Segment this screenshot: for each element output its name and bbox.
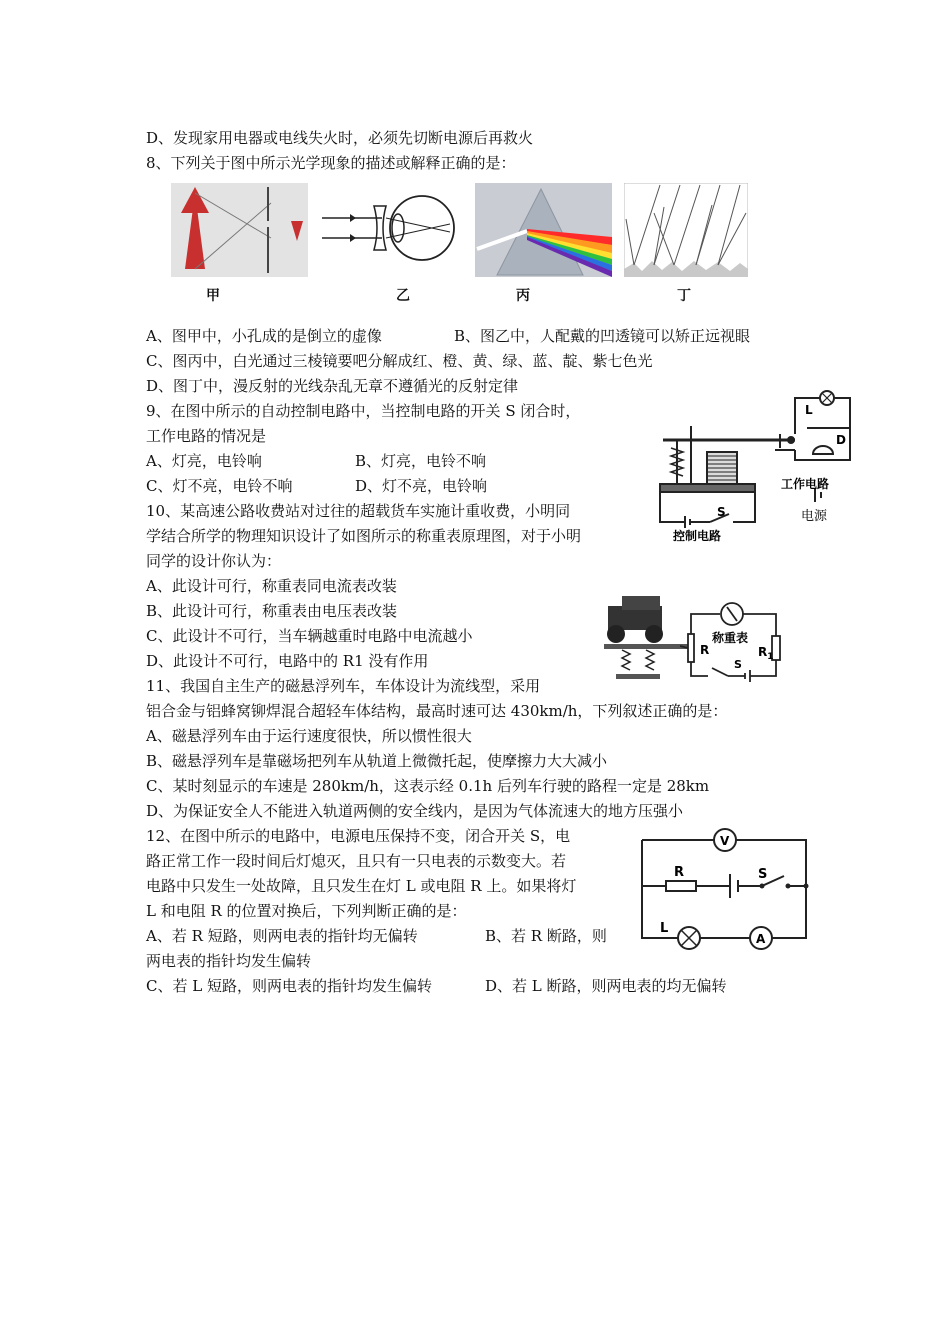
q8-stem: 8、下列关于图中所示光学现象的描述或解释正确的是： xyxy=(146,154,516,172)
fault-label-s: S xyxy=(758,867,768,882)
q9-option-c: C、灯不亮，电铃不响 xyxy=(146,477,293,495)
diffuse-reflection-figure xyxy=(624,183,748,277)
q9-option-a: A、灯亮，电铃响 xyxy=(146,452,262,470)
q10-option-d: D、此设计不可行，电路中的 R1 没有作用 xyxy=(146,652,429,670)
caption-ding: 丁 xyxy=(677,288,691,304)
prism-figure xyxy=(475,183,612,277)
relay-label-work: 工作电路 xyxy=(781,477,830,491)
q10-option-b: B、此设计可行，称重表由电压表改装 xyxy=(146,602,398,620)
q11-option-d: D、为保证安全人不能进入轨道两侧的安全线内，是因为气体流速大的地方压强小 xyxy=(146,802,684,820)
fault-label-v: V xyxy=(720,834,730,848)
q12-stem-line2: 路正常工作一段时间后灯熄灭，且只有一只电表的示数变大。若 xyxy=(146,852,567,870)
q12-option-b: B、若 R 断路，则 xyxy=(485,927,607,945)
weighing-label-r1: R xyxy=(758,645,768,659)
fault-label-a: A xyxy=(756,932,766,946)
q11-option-a: A、磁悬浮列车由于运行速度很快，所以惯性很大 xyxy=(146,727,472,745)
q10-option-c: C、此设计不可行，当车辆越重时电路中电流越小 xyxy=(146,627,473,645)
q8-option-c: C、图丙中，白光通过三棱镜要吧分解成红、橙、黄、绿、蓝、靛、紫七色光 xyxy=(146,352,653,370)
weighing-label-s: S xyxy=(734,658,742,671)
q11-option-c: C、某时刻显示的车速是 280km/h，这表示经 0.1h 后列车行驶的路程一定是 28km xyxy=(146,777,710,795)
weighing-label-r: R xyxy=(700,643,710,657)
q8-option-b: B、图乙中，人配戴的凹透镜可以矫正远视眼 xyxy=(454,327,751,345)
q11-option-b: B、磁悬浮列车是靠磁场把列车从轨道上微微托起，使摩擦力大大减小 xyxy=(146,752,608,770)
weighing-circuit-figure xyxy=(600,592,790,682)
caption-jia: 甲 xyxy=(206,288,220,304)
q12-option-b-cont: 两电表的指针均发生偏转 xyxy=(146,952,312,970)
q12-stem-line1: 12、在图中所示的电路中，电源电压保持不变，闭合开关 S，电 xyxy=(146,827,571,845)
q12-option-d: D、若 L 断路，则两电表的均无偏转 xyxy=(485,977,727,995)
q10-stem-line2: 学结合所学的物理知识设计了如图所示的称重表原理图，对于小明 xyxy=(146,527,582,545)
fault-label-r: R xyxy=(674,865,685,880)
q7-option-d: D、发现家用电器或电线失火时，必须先切断电源后再救火 xyxy=(146,129,534,147)
relay-label-power: 电源 xyxy=(801,509,828,524)
caption-bing: 丙 xyxy=(516,288,530,304)
q10-stem-line3: 同学的设计你认为： xyxy=(146,552,282,570)
pinhole-figure xyxy=(171,183,308,277)
q9-stem-line1: 9、在图中所示的自动控制电路中，当控制电路的开关 S 闭合时， xyxy=(146,402,581,420)
q12-option-c: C、若 L 短路，则两电表的指针均发生偏转 xyxy=(146,977,432,995)
relay-label-l: L xyxy=(805,403,813,417)
q8-option-a: A、图甲中，小孔成的是倒立的虚像 xyxy=(146,327,382,345)
relay-label-d: D xyxy=(836,433,846,447)
q10-option-a: A、此设计可行，称重表同电流表改装 xyxy=(146,577,397,595)
q9-option-b: B、灯亮，电铃不响 xyxy=(355,452,487,470)
q8-option-d: D、图丁中，漫反射的光线杂乱无章不遵循光的反射定律 xyxy=(146,377,519,395)
relay-label-control: 控制电路 xyxy=(673,529,722,543)
relay-label-s: S xyxy=(717,505,726,519)
weighing-label-r1-sub: 1 xyxy=(767,652,774,662)
q12-option-a: A、若 R 短路，则两电表的指针均无偏转 xyxy=(146,927,418,945)
q9-option-d: D、灯不亮，电铃响 xyxy=(355,477,488,495)
q9-stem-line2: 工作电路的情况是 xyxy=(146,427,267,445)
relay-circuit-figure xyxy=(655,388,860,545)
fault-label-l: L xyxy=(660,921,669,936)
weighing-meter-label: 称重表 xyxy=(712,631,749,645)
eye-lens-figure xyxy=(322,188,457,273)
q12-stem-line3: 电路中只发生一处故障，且只发生在灯 L 或电阻 R 上。如果将灯 xyxy=(146,877,577,895)
caption-yi: 乙 xyxy=(396,288,410,304)
q11-stem-line1: 11、我国自主生产的磁悬浮列车，车体设计为流线型，采用 xyxy=(146,677,541,695)
q11-stem-line2: 铝合金与铝蜂窝铆焊混合超轻车体结构，最高时速可达 430km/h，下列叙述正确的是： xyxy=(146,702,728,720)
q12-stem-line4: L 和电阻 R 的位置对换后，下列判断正确的是： xyxy=(146,902,467,920)
fault-circuit-figure xyxy=(636,826,810,952)
q10-stem-line1: 10、某高速公路收费站对过往的超载货车实施计重收费，小明同 xyxy=(146,502,571,520)
